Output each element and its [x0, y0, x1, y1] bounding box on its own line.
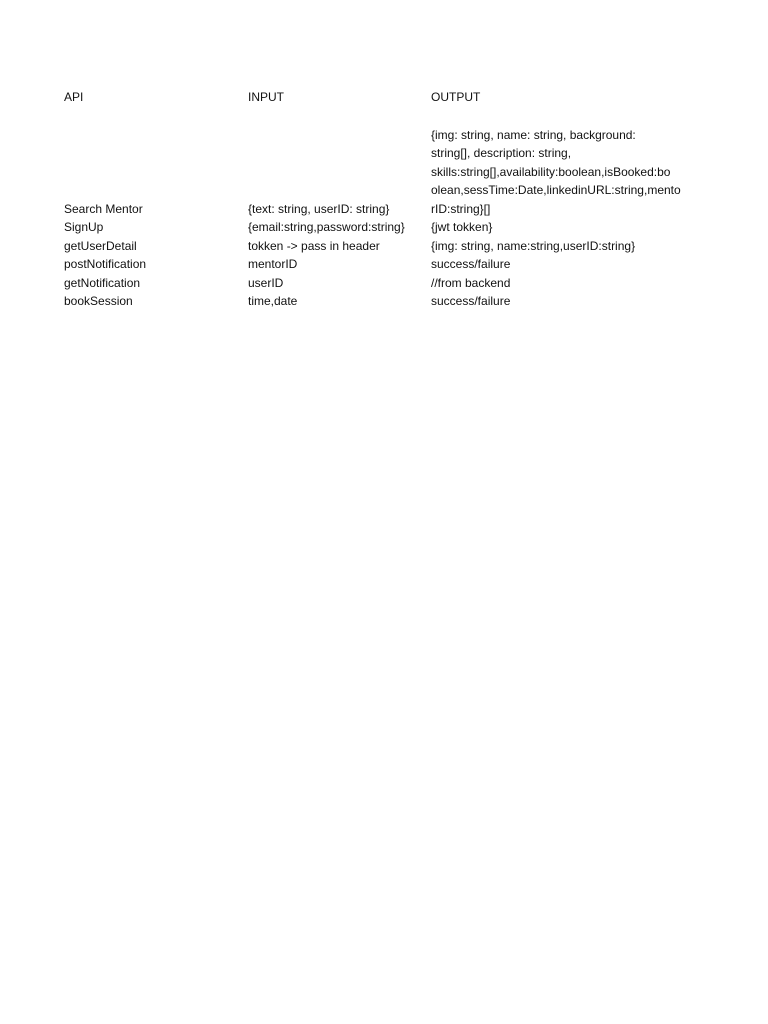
- row-api: Search Mentor: [64, 201, 143, 216]
- row-api: getUserDetail: [64, 238, 137, 253]
- output-line: {img: string, name: string, background:: [431, 127, 636, 142]
- output-line: olean,sessTime:Date,linkedinURL:string,mento: [431, 183, 681, 197]
- row-api: getNotification: [64, 275, 141, 290]
- api-table: [64, 88, 704, 311]
- table-row: [64, 237, 704, 256]
- table-row: [64, 126, 704, 219]
- row-input: tokken -> pass in header: [248, 238, 380, 253]
- table-row: [64, 292, 704, 311]
- output-line: string[], description: string,: [431, 146, 572, 160]
- row-input: {text: string, userID: string}: [248, 201, 390, 216]
- row-input: time,date: [248, 294, 298, 308]
- row-api: SignUp: [64, 220, 104, 234]
- header-api: API: [64, 90, 84, 104]
- table-row: [64, 255, 704, 274]
- header-output: OUTPUT: [431, 90, 481, 104]
- row-output: {jwt tokken}: [431, 220, 493, 234]
- row-input: userID: [248, 275, 284, 290]
- header-input: INPUT: [248, 90, 284, 104]
- row-output: {img: string, name:string,userID:string}: [431, 238, 636, 253]
- row-output: [431, 126, 703, 219]
- output-line: rID:string}[]: [431, 201, 491, 216]
- row-api: bookSession: [64, 294, 133, 308]
- row-input: {email:string,password:string}: [248, 220, 405, 234]
- table-header-row: [64, 88, 704, 107]
- row-api: postNotification: [64, 257, 147, 271]
- row-output: success/failure: [431, 294, 511, 308]
- table-row: [64, 218, 704, 237]
- row-input: mentorID: [248, 257, 298, 271]
- table-row: [64, 274, 704, 293]
- row-output: success/failure: [431, 257, 511, 271]
- row-output: //from backend: [431, 275, 511, 290]
- output-line: skills:string[],availability:boolean,isBooked:bo: [431, 164, 671, 179]
